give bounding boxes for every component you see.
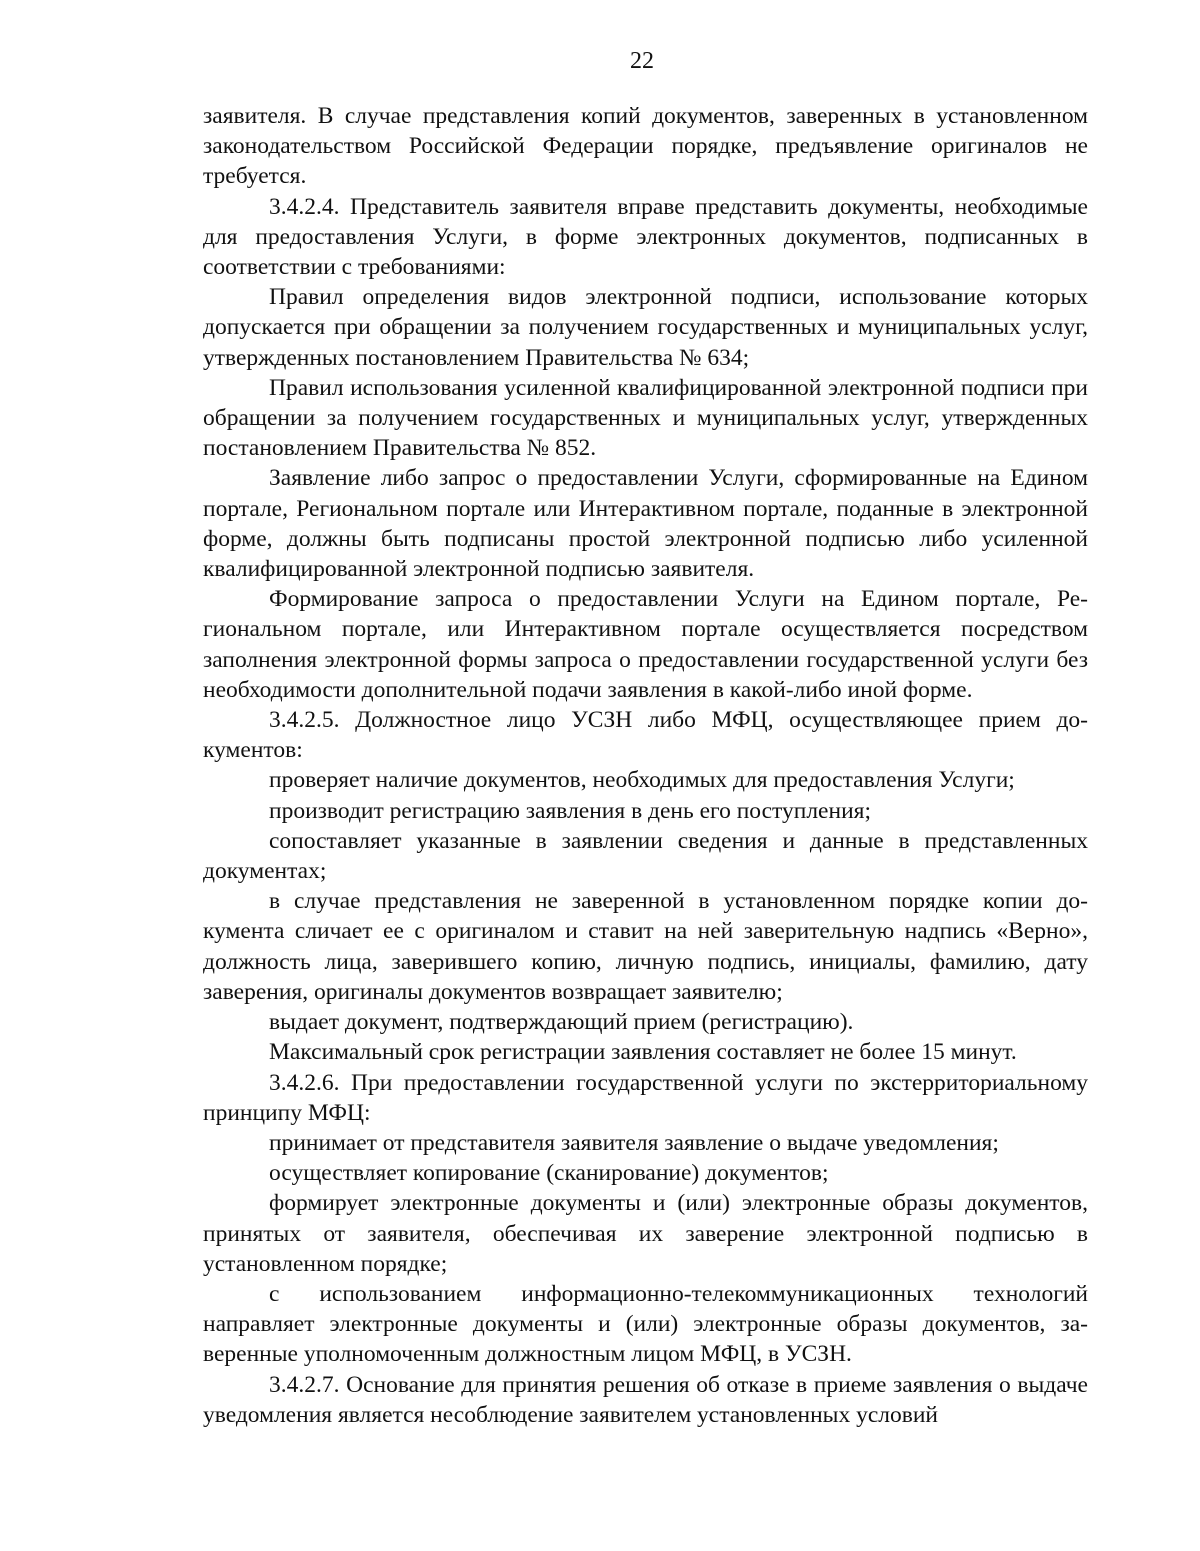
list-item-sends-documents: с использованием информационно-телекоммуникационных технологий направляет электронные документы и (или) электронные образы документов, заверенные уполномоченным должностным лицом МФЦ, в УСЗН.: [203, 1280, 1088, 1368]
paragraph-continuation: заявителя. В случае представления копий документов, заверенных в установленном законодательством Российской Федерации порядке, предъявление оригиналов не требуется.: [203, 103, 1088, 190]
paragraph-request-formation: Формирование запроса о предоставлении Услуги на Едином портале, Региональном портале, или Интерактивном портале осуществляется посредством заполнения электронной формы запроса о предоставлении государственной услуги без необходимости дополнительной подачи заявления в какой-либо иной форме.: [203, 586, 1088, 703]
list-item-forms-electronic-documents: формирует электронные документы и (или) электронные образы документов, принятых от заявителя, обеспечивая их заверение электронной подписью в установленном порядке;: [203, 1190, 1088, 1277]
list-item-compares-data: сопоставляет указанные в заявлении сведения и данные в представленных документах;: [203, 827, 1088, 885]
paragraph-max-registration-time: Максимальный срок регистрации заявления составляет не более 15 минут.: [269, 1039, 1017, 1066]
paragraph-application-signature: Заявление либо запрос о предоставлении Услуги, сформированные на Едином портале, Региональном портале или Интерактивном портале, поданные в электронной форме, должны быть подписаны простой электронной подписью либо усиленной квалифицированной электронной подписью заявителя.: [203, 465, 1088, 583]
paragraph-3-4-2-5: 3.4.2.5. Должностное лицо УСЗН либо МФЦ, осуществляющее прием документов:: [203, 707, 1088, 764]
paragraph-3-4-2-6: 3.4.2.6. При предоставлении государственной услуги по экстерриториальному принципу МФЦ:: [203, 1069, 1088, 1126]
paragraph-3-4-2-4: 3.4.2.4. Представитель заявителя вправе представить документы, необходимые для предоставления Услуги, в форме электронных документов, подписанных в соответствии с требованиями:: [203, 193, 1088, 281]
list-item-accepts-application: принимает от представителя заявителя заявление о выдаче уведомления;: [269, 1129, 999, 1156]
list-item-certifies-copy: в случае представления не заверенной в установленном порядке копии документа сличает ее с оригиналом и ставит на ней заверительную надпись «Верно», должность лица, заверившего копию, личную подпись, инициалы, фамилию, дату заверения, оригиналы документов возвращает заявителю;: [203, 888, 1088, 1005]
list-item-copies-documents: осуществляет копирование (сканирование) документов;: [269, 1160, 829, 1187]
document-body: [203, 101, 1088, 1430]
list-item-checks-documents: проверяет наличие документов, необходимых для предоставления Услуги;: [269, 767, 1015, 794]
paragraph-rules-852: Правил использования усиленной квалифицированной электронной подписи при обращении за получением государственных и муниципальных услуг, утвержденных постановлением Правительства № 852.: [203, 374, 1088, 462]
list-item-registers-application: производит регистрацию заявления в день его поступления;: [269, 797, 871, 824]
paragraph-rules-634: Правил определения видов электронной подписи, использование которых допускается при обращении за получением государственных и муниципальных услуг, утвержденных постановлением Правительства № 634;: [203, 284, 1088, 371]
page-number: 22: [630, 48, 654, 74]
paragraph-3-4-2-7: 3.4.2.7. Основание для принятия решения об отказе в приеме заявления о выдаче уведомления является несоблюдение заявителем установленных условий: [203, 1371, 1088, 1428]
list-item-issues-receipt: выдает документ, подтверждающий прием (регистрацию).: [269, 1009, 854, 1036]
